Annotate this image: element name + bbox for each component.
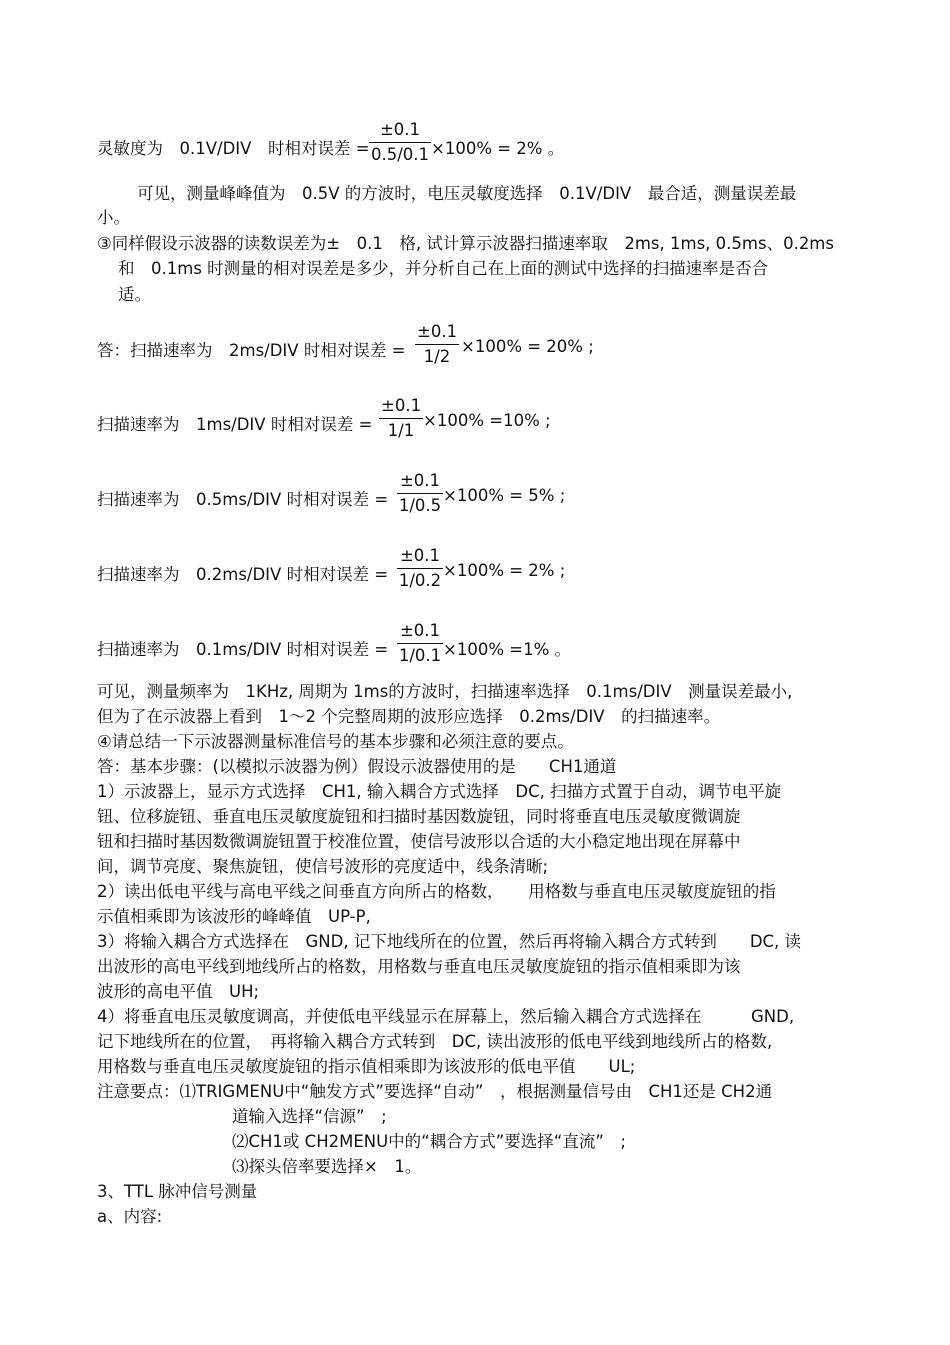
equation-suffix: ×100% = 2% ; <box>443 561 566 580</box>
fraction-bar <box>369 142 431 143</box>
fraction <box>369 120 431 165</box>
paragraph-line: 可见，测量频率为 1KHz, 周期为 1ms的方波时，扫描速率选择 0.1ms/DIV 测量误差最小, <box>97 682 793 701</box>
equation-suffix: ×100% = 2% 。 <box>431 139 565 158</box>
fraction-denominator: 0.5/0.1 <box>370 145 430 164</box>
paragraph-line: 和 0.1ms 时测量的相对误差是多少，并分析自己在上面的测试中选择的扫描速率是否合 <box>118 259 769 278</box>
fraction-bar <box>397 643 443 644</box>
paragraph-line: ⑵CH1或 CH2MENU中的“耦合方式”要选择“直流” ; <box>232 1132 626 1151</box>
paragraph-line: 1）示波器上，显示方式选择 CH1, 输入耦合方式选择 DC, 扫描方式置于自动，调节电平旋 <box>97 782 782 801</box>
fraction-numerator: ±0.1 <box>379 120 421 139</box>
paragraph-line: 钮和扫描时基因数微调旋钮置于校准位置，使信号波形以合适的大小稳定地出现在屏幕中 <box>97 832 741 851</box>
fraction-bar <box>415 344 459 345</box>
fraction-denominator: 1/0.2 <box>398 571 442 590</box>
paragraph-line: 用格数与垂直电压灵敏度旋钮的指示值相乘即为该波形的低电平值 UL; <box>97 1057 636 1076</box>
subsection-heading: a、内容: <box>97 1207 163 1226</box>
fraction-denominator: 1/0.1 <box>398 646 442 665</box>
paragraph-line: 适。 <box>118 285 151 304</box>
fraction-bar <box>379 418 423 419</box>
fraction <box>397 546 443 591</box>
paragraph-line: 钮、位移旋钮、垂直电压灵敏度旋钮和扫描时基因数旋钮，同时将垂直电压灵敏度微调旋 <box>97 807 741 826</box>
fraction-bar <box>397 568 443 569</box>
paragraph-line: 道输入选择“信源” ; <box>232 1107 387 1126</box>
equation-prefix: 扫描速率为 0.1ms/DIV 时相对误差 = <box>97 640 389 659</box>
section-heading: 3、TTL 脉冲信号测量 <box>97 1182 258 1201</box>
fraction-denominator: 1/1 <box>387 421 415 440</box>
paragraph-line: 间，调节亮度、聚焦旋钮，使信号波形的亮度适中，线条清晰; <box>97 857 549 876</box>
paragraph-line: ③同样假设示波器的读数误差为± 0.1 格, 试计算示波器扫描速率取 2ms, 1ms, 0.5ms、0.2ms <box>97 234 834 253</box>
paragraph-line: 出波形的高电平线到地线所占的格数，用格数与垂直电压灵敏度旋钮的指示值相乘即为该 <box>97 957 741 976</box>
equation-prefix: 扫描速率为 1ms/DIV 时相对误差 = <box>97 415 373 434</box>
fraction-denominator: 1/0.5 <box>398 496 442 515</box>
fraction-numerator: ±0.1 <box>417 322 458 341</box>
fraction-numerator: ±0.1 <box>399 471 441 490</box>
equation-prefix: 扫描速率为 0.5ms/DIV 时相对误差 = <box>97 490 389 509</box>
paragraph-line: 记下地线所在的位置， 再将输入耦合方式转到 DC, 读出波形的低电平线到地线所占的格数, <box>97 1032 773 1051</box>
paragraph-line: 4）将垂直电压灵敏度调高，并使低电平线显示在屏幕上，然后输入耦合方式选择在 GND, <box>97 1007 795 1026</box>
paragraph-line: 2）读出低电平线与高电平线之间垂直方向所占的格数， 用格数与垂直电压灵敏度旋钮的指 <box>97 882 776 901</box>
equation-suffix: ×100% =1% 。 <box>443 640 571 659</box>
paragraph-line: 可见，测量峰峰值为 0.5V 的方波时，电压灵敏度选择 0.1V/DIV 最合适，测量误差最 <box>137 184 797 203</box>
paragraph-line: ⑶探头倍率要选择× 1。 <box>232 1157 422 1176</box>
fraction-numerator: ±0.1 <box>399 546 441 565</box>
fraction-numerator: ±0.1 <box>381 396 422 415</box>
fraction <box>415 322 459 367</box>
fraction <box>379 396 423 441</box>
fraction-denominator: 1/2 <box>423 347 451 366</box>
fraction <box>397 621 443 666</box>
fraction-bar <box>397 493 443 494</box>
paragraph-line: 小。 <box>97 208 130 227</box>
equation-prefix: 答：扫描速率为 2ms/DIV 时相对误差 = <box>97 341 406 360</box>
equation-suffix: ×100% =10% ; <box>423 411 551 430</box>
equation-prefix: 灵敏度为 0.1V/DIV 时相对误差 = <box>97 139 370 158</box>
fraction <box>397 471 443 516</box>
paragraph-line: 注意要点：⑴TRIGMENU中“触发方式”要选择“自动” ，根据测量信号由 CH1还是 CH2通 <box>97 1082 773 1101</box>
equation-suffix: ×100% = 5% ; <box>443 486 566 505</box>
equation-prefix: 扫描速率为 0.2ms/DIV 时相对误差 = <box>97 565 389 584</box>
fraction-numerator: ±0.1 <box>399 621 441 640</box>
equation-suffix: ×100% = 20% ; <box>461 337 594 356</box>
paragraph-line: 示值相乘即为该波形的峰峰值 UP-P, <box>97 907 371 926</box>
paragraph-line: ④请总结一下示波器测量标准信号的基本步骤和必须注意的要点。 <box>97 732 574 751</box>
paragraph-line: 3）将输入耦合方式选择在 GND, 记下地线所在的位置，然后再将输入耦合方式转到 DC, 读 <box>97 932 802 951</box>
paragraph-line: 波形的高电平值 UH; <box>97 982 260 1001</box>
paragraph-line: 答：基本步骤：(以模拟示波器为例）假设示波器使用的是 CH1通道 <box>97 757 617 776</box>
paragraph-line: 但为了在示波器上看到 1～2 个完整周期的波形应选择 0.2ms/DIV 的扫描速率。 <box>97 707 721 726</box>
